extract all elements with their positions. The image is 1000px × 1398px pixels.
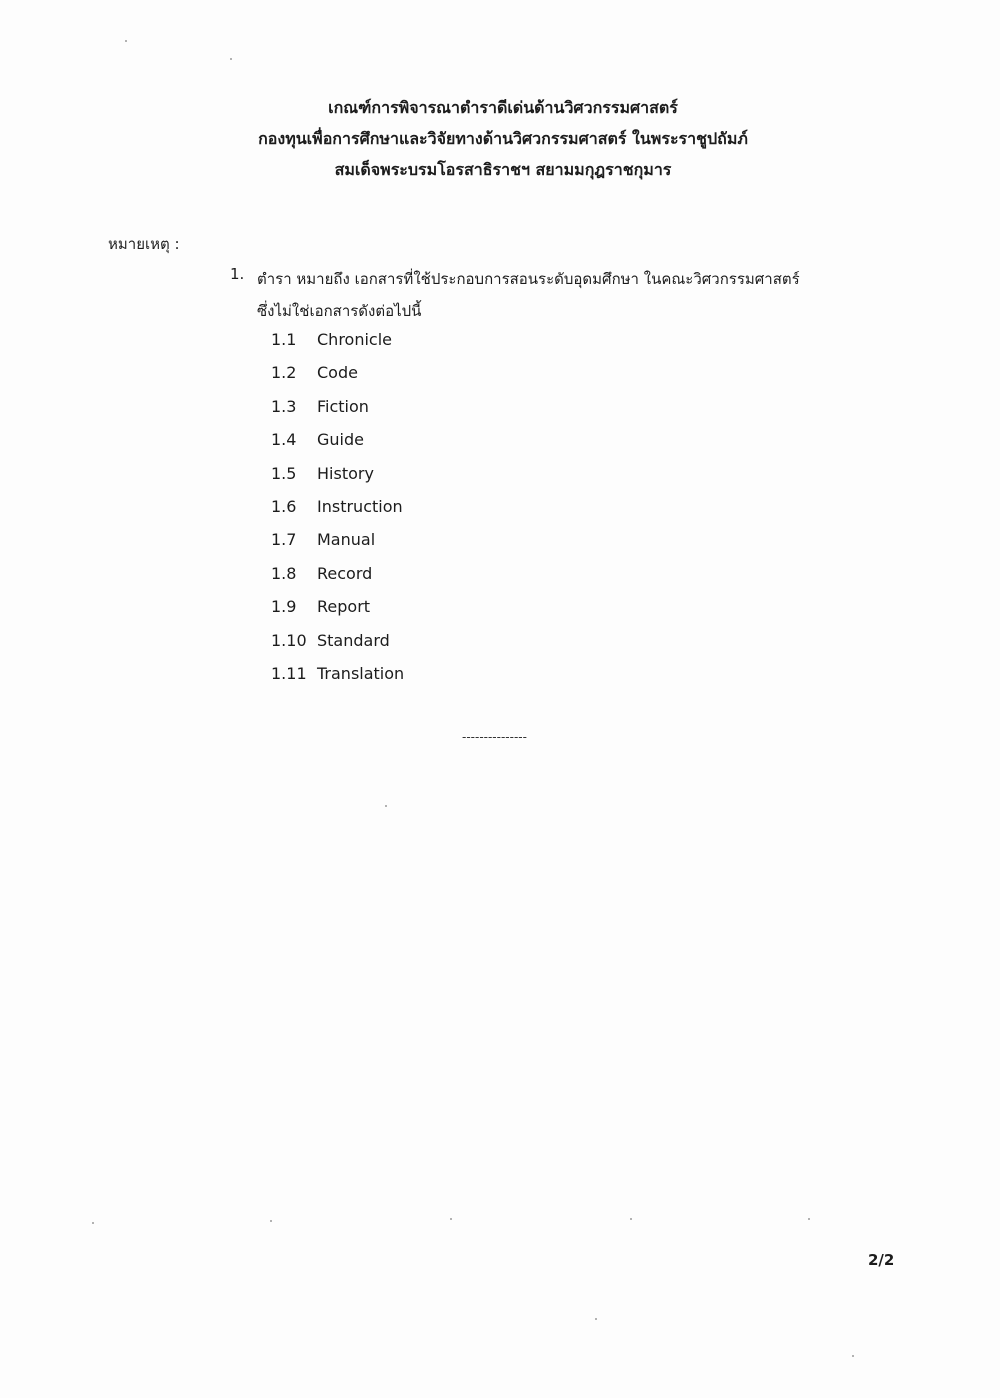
header-title-line-2: กองทุนเพื่อการศึกษาและวิจัยทางด้านวิศวกรรมศาสตร์ ในพระราชูปถัมภ์ [258,129,748,148]
list-item-number: 1.8 [271,563,297,583]
page-number: 2/2 [868,1251,895,1269]
scan-speck [92,1222,94,1224]
note-item-number: 1. [230,265,245,283]
document-header [0,92,1000,185]
end-of-section-mark: --------------- [462,730,527,744]
list-item-label: Chronicle [317,330,392,349]
scan-speck [630,1218,632,1220]
list-item-label: Instruction [317,496,403,516]
scan-speck [125,40,127,42]
list-item-number: 1.9 [271,597,297,617]
scan-speck [808,1218,810,1220]
list-item-number: 1.2 [271,363,297,383]
list-item-number: 1.10 [271,630,307,650]
scan-speck [450,1218,452,1220]
list-item-label: Translation [317,663,405,683]
note-item-text [257,263,877,327]
scan-speck [852,1355,854,1357]
header-title-line-3: สมเด็จพระบรมโอรสาธิราชฯ สยามมกุฎราชกุมาร [334,160,672,179]
scan-speck [385,805,387,807]
list-item-label: Code [317,363,358,383]
list-item-label: Report [317,597,371,617]
list-item-number: 1.3 [271,396,297,416]
scan-speck [595,1318,597,1320]
note-label: หมายเหตุ : [108,235,180,253]
list-item-label: Standard [317,630,390,650]
list-item-number: 1.1 [271,330,297,349]
list-item-label: Record [317,563,373,583]
note-item-text-line-1: ตำรา หมายถึง เอกสารที่ใช้ประกอบการสอนระดับอุดมศึกษา ในคณะวิศวกรรมศาสตร์ [257,270,800,288]
list-item-number: 1.4 [271,430,297,450]
list-item-number: 1.7 [271,530,297,550]
list-item-label: History [317,463,374,483]
list-item-label: Manual [317,530,376,550]
list-item-number: 1.5 [271,463,297,483]
note-item-text-line-2: ซึ่งไม่ใช่เอกสารดังต่อไปนี้ [257,302,422,320]
list-item-label: Guide [317,430,364,450]
header-title-line-1: เกณฑ์การพิจารณาตำราดีเด่นด้านวิศวกรรมศาสตร์ [328,98,678,117]
scan-speck [270,1220,272,1222]
list-item-label: Fiction [317,396,369,416]
scan-speck [230,58,232,60]
list-item-number: 1.11 [271,663,307,683]
list-item-number: 1.6 [271,496,297,516]
